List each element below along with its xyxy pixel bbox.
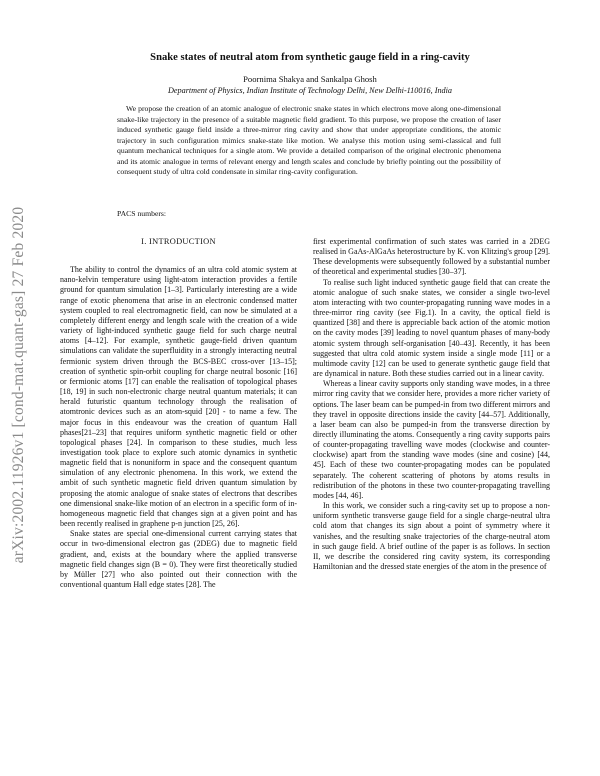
intro-paragraph-4: To realise such light induced synthetic gauge field that can create the atomic analogue of such snake states, we consider a single two-level atom interacting with two counter-propagating running wave modes in a three-mirror ring cavity (see Fig.1). In a cavity, the optical field is quantized [38] and there is appreciable back action of the atomic motion on the cavity modes [39] leading to novel quantum phases of many-body atomic system through self-organisation [40–43]. Recently, it has been suggested that ultra cold atomic system inside a single mode [11] or a multimode cavity [12] can be used to generate synthetic gauge field that are dynamical in nature. Both these studies carried out in a linear cavity. — [313, 277, 550, 379]
left-column — [60, 237, 297, 590]
paper-title: Snake states of neutral atom from synthetic gauge field in a ring-cavity — [150, 52, 470, 63]
pacs-numbers: PACS numbers: — [117, 209, 167, 218]
intro-paragraph-3: first experimental confirmation of such states was carried in a 2DEG realised in GaAs-AlGaAs heterostructure by K. von Klitzing's group [29]. These developments were subsequently followed by a substantial number of theoretical and experimental studies [30–37]. — [313, 237, 550, 277]
paper-affiliation: Department of Physics, Indian Institute of Technology Delhi, New Delhi-110016, India — [167, 86, 453, 95]
right-column — [313, 237, 550, 572]
section-heading-introduction: I. INTRODUCTION — [141, 237, 216, 246]
arxiv-identifier-text: arXiv:2002.11926v1 [cond-mat.quant-gas] 27 Feb 2020 — [10, 206, 27, 564]
intro-paragraph-2: Snake states are special one-dimensional current carrying states that occur in two-dimensional electron gas (2DEG) due to magnetic field gradient, and, exists at the boundary where the applied transverse magnetic field changes sign (B = 0). They were first theoretically studied by Müller [27] who also pointed out their connection with the conventional quantum Hall edge states [28]. The — [60, 529, 297, 589]
arxiv-identifier-stamp — [2, 140, 36, 630]
intro-paragraph-5: Whereas a linear cavity supports only standing wave modes, in a three mirror ring cavity that we consider here, provides a more richer variety of options. The laser beam can be pumped-in from two different mirrors and they travel in opposite directions inside the cavity [44–57]. Additionally, a laser beam can also be pumped-in from the transverse direction by directly illuminating the atoms. Consequently a ring cavity supports pairs of counter-propagating travelling wave modes (clockwise and counter-clockwise) apart from the standing wave modes (sine and cosine) [44, 45]. Each of these two counter-propagating modes can be populated separately. The coherent scattering of photons by atoms results in redistribution of the photons in these two counter-propagating travelling modes [44, 46]. — [313, 379, 550, 500]
intro-paragraph-6: In this work, we consider such a ring-cavity set up to propose a non-uniform synthetic transverse gauge field for a single charge-neutral ultra cold atom that changes its sign about a point of symmetry where it vanishes, and the resulting snake trajectories of the charge-neutral atom in such gauge field. A brief outline of the paper is as follows. In section II, we describe the considered ring cavity system, its corresponding Hamiltonian and the dressed state energies of the atom in the presence of — [313, 501, 550, 571]
paper-authors: Poornima Shakya and Sankalpa Ghosh — [243, 74, 377, 84]
abstract: We propose the creation of an atomic analogue of electronic snake states in which electrons move along one-dimensional snake-like trajectory in the presence of a suitable magnetic field gradient. To this purpose, we propose the creation of laser induced synthetic gauge field inside a three-mirror ring cavity and show that under appropriate conditions, the atomic trajectory in such configuration mimics snake-state like motion. We analyse this motion using semi-classical and full quantum mechanical techniques for a single atom. We provide a detailed comparison of the original electronic phenomena and its atomic analogue in terms of relevant energy and length scales and conclude by briefly pointing out the possibility of consequent study of ultra cold condensate in similar ring-cavity configuration. — [117, 104, 501, 176]
intro-paragraph-1: The ability to control the dynamics of an ultra cold atomic system at nano-kelvin temperature using light-atom interaction provides a fertile ground for quantum simulation [1–3]. Particularly interesting are a wide range of exotic phenomena that arise in an electronic condensed matter system coupled to real electromagnetic field, can now be simulated at a completely different energy and length scale with the creation of a wide variety of light-induced synthetic gauge field for such charge neutral atoms [4–12]. For example, synthetic gauge-field driven quantum simulations can validate the superfluidity in a strongly interacting neutral fermionic system driven through the BCS-BEC cross-over [13–15]; creation of synthetic spin-orbit coupling for charge neutral bosonic [16] or fermionic atoms [17] can enable the realisation of topological phases [18, 19] in such non-electronic charge neutral quantum materials; it can herald futuristic quantum technology through the realisation of atomtronic devices such as an atom-squid [20] - to name a few. The major focus in this endeavour was the creation of quantum Hall phases[21–23] that requires uniform synthetic magnetic field or other topological phases [24]. In comparison to these studies, much less investigation took place to explore such atomic dynamics in synthetic magnetic field that is nonuniform in space and the consequent quantum simulation of any electronic phenomena. In this work, we extend the ambit of such synthetic magnetic field driven quantum simulation by proposing the atomic analogue of snake states of electrons that describes one dimensional snake-like motion of an electron in a specific form of in-homogeneous magnetic field that changes sign at a given point and has been recently realised in graphene p-n junction [25, 26]. — [60, 265, 297, 529]
